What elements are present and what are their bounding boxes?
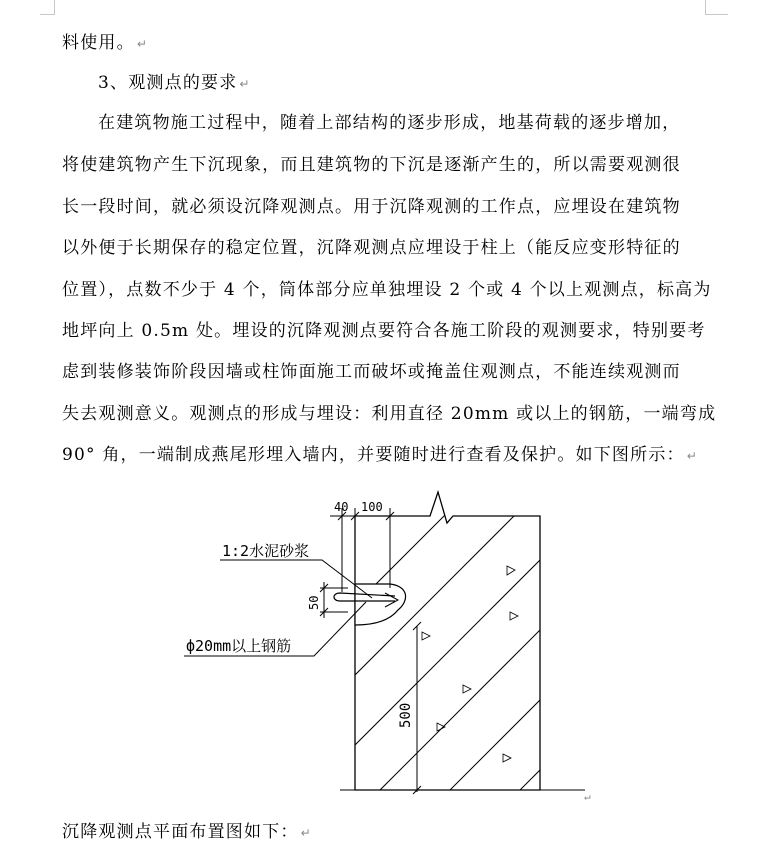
dim-50: 50	[307, 595, 321, 610]
paragraph-mark-icon: ↵	[584, 790, 591, 803]
dim-100: 100	[361, 500, 383, 514]
dim-500: 500	[398, 702, 414, 728]
text-line-10: 失去观测意义。观测点的形成与埋设：利用直径 20mm 或以上的钢筋，一端弯成	[62, 404, 717, 424]
dim-50-line	[320, 582, 348, 618]
text-line-6: 以外便于长期保存的稳定位置，沉降观测点应埋设于柱上（能反应变形特征的	[62, 238, 681, 258]
concrete-wall	[340, 480, 560, 800]
paragraph-mark-icon: ↵	[686, 449, 698, 463]
mortar-label: 1:2水泥砂浆	[222, 542, 310, 560]
text-line-11: 90° 角，一端制成燕尾形埋入墙内，并要随时进行查看及保护。如下图所示： ↵	[62, 445, 698, 465]
caption-line: 沉降观测点平面布置图如下： ↵	[62, 822, 312, 842]
paragraph-mark-icon: ↵	[136, 37, 149, 51]
text-line-3: 在建筑物施工过程中，随着上部结构的逐步形成，地基荷载的逐步增加，	[98, 113, 681, 133]
rebar-label: ф20mm以上钢筋	[186, 637, 292, 655]
text-line-4: 将使建筑物产生下沉现象，而且建筑物的下沉是逐渐产生的，所以需要观测很	[62, 155, 681, 175]
paragraph-mark-icon: ↵	[300, 826, 312, 840]
text-line-5: 长一段时间，就必须设沉降观测点。用于沉降观测的工作点，应埋设在建筑物	[62, 197, 681, 217]
text-line-9: 虑到装修装饰阶段因墙或柱饰面施工而破坏或掩盖住观测点，不能连续观测而	[62, 362, 681, 382]
dim-40: 40	[334, 500, 349, 514]
paragraph-mark-icon: ↵	[239, 77, 251, 91]
text-line-7: 位置），点数不少于 4 个，筒体部分应单独埋设 2 个或 4 个以上观测点，标高为	[62, 280, 712, 300]
text-line-1: 料使用。 ↵	[62, 33, 149, 53]
section-heading: 3、观测点的要求 ↵	[98, 73, 251, 93]
text-line-8: 地坪向上 0.5m 处。埋设的沉降观测点要符合各施工阶段的观测要求，特别要考	[62, 321, 706, 341]
